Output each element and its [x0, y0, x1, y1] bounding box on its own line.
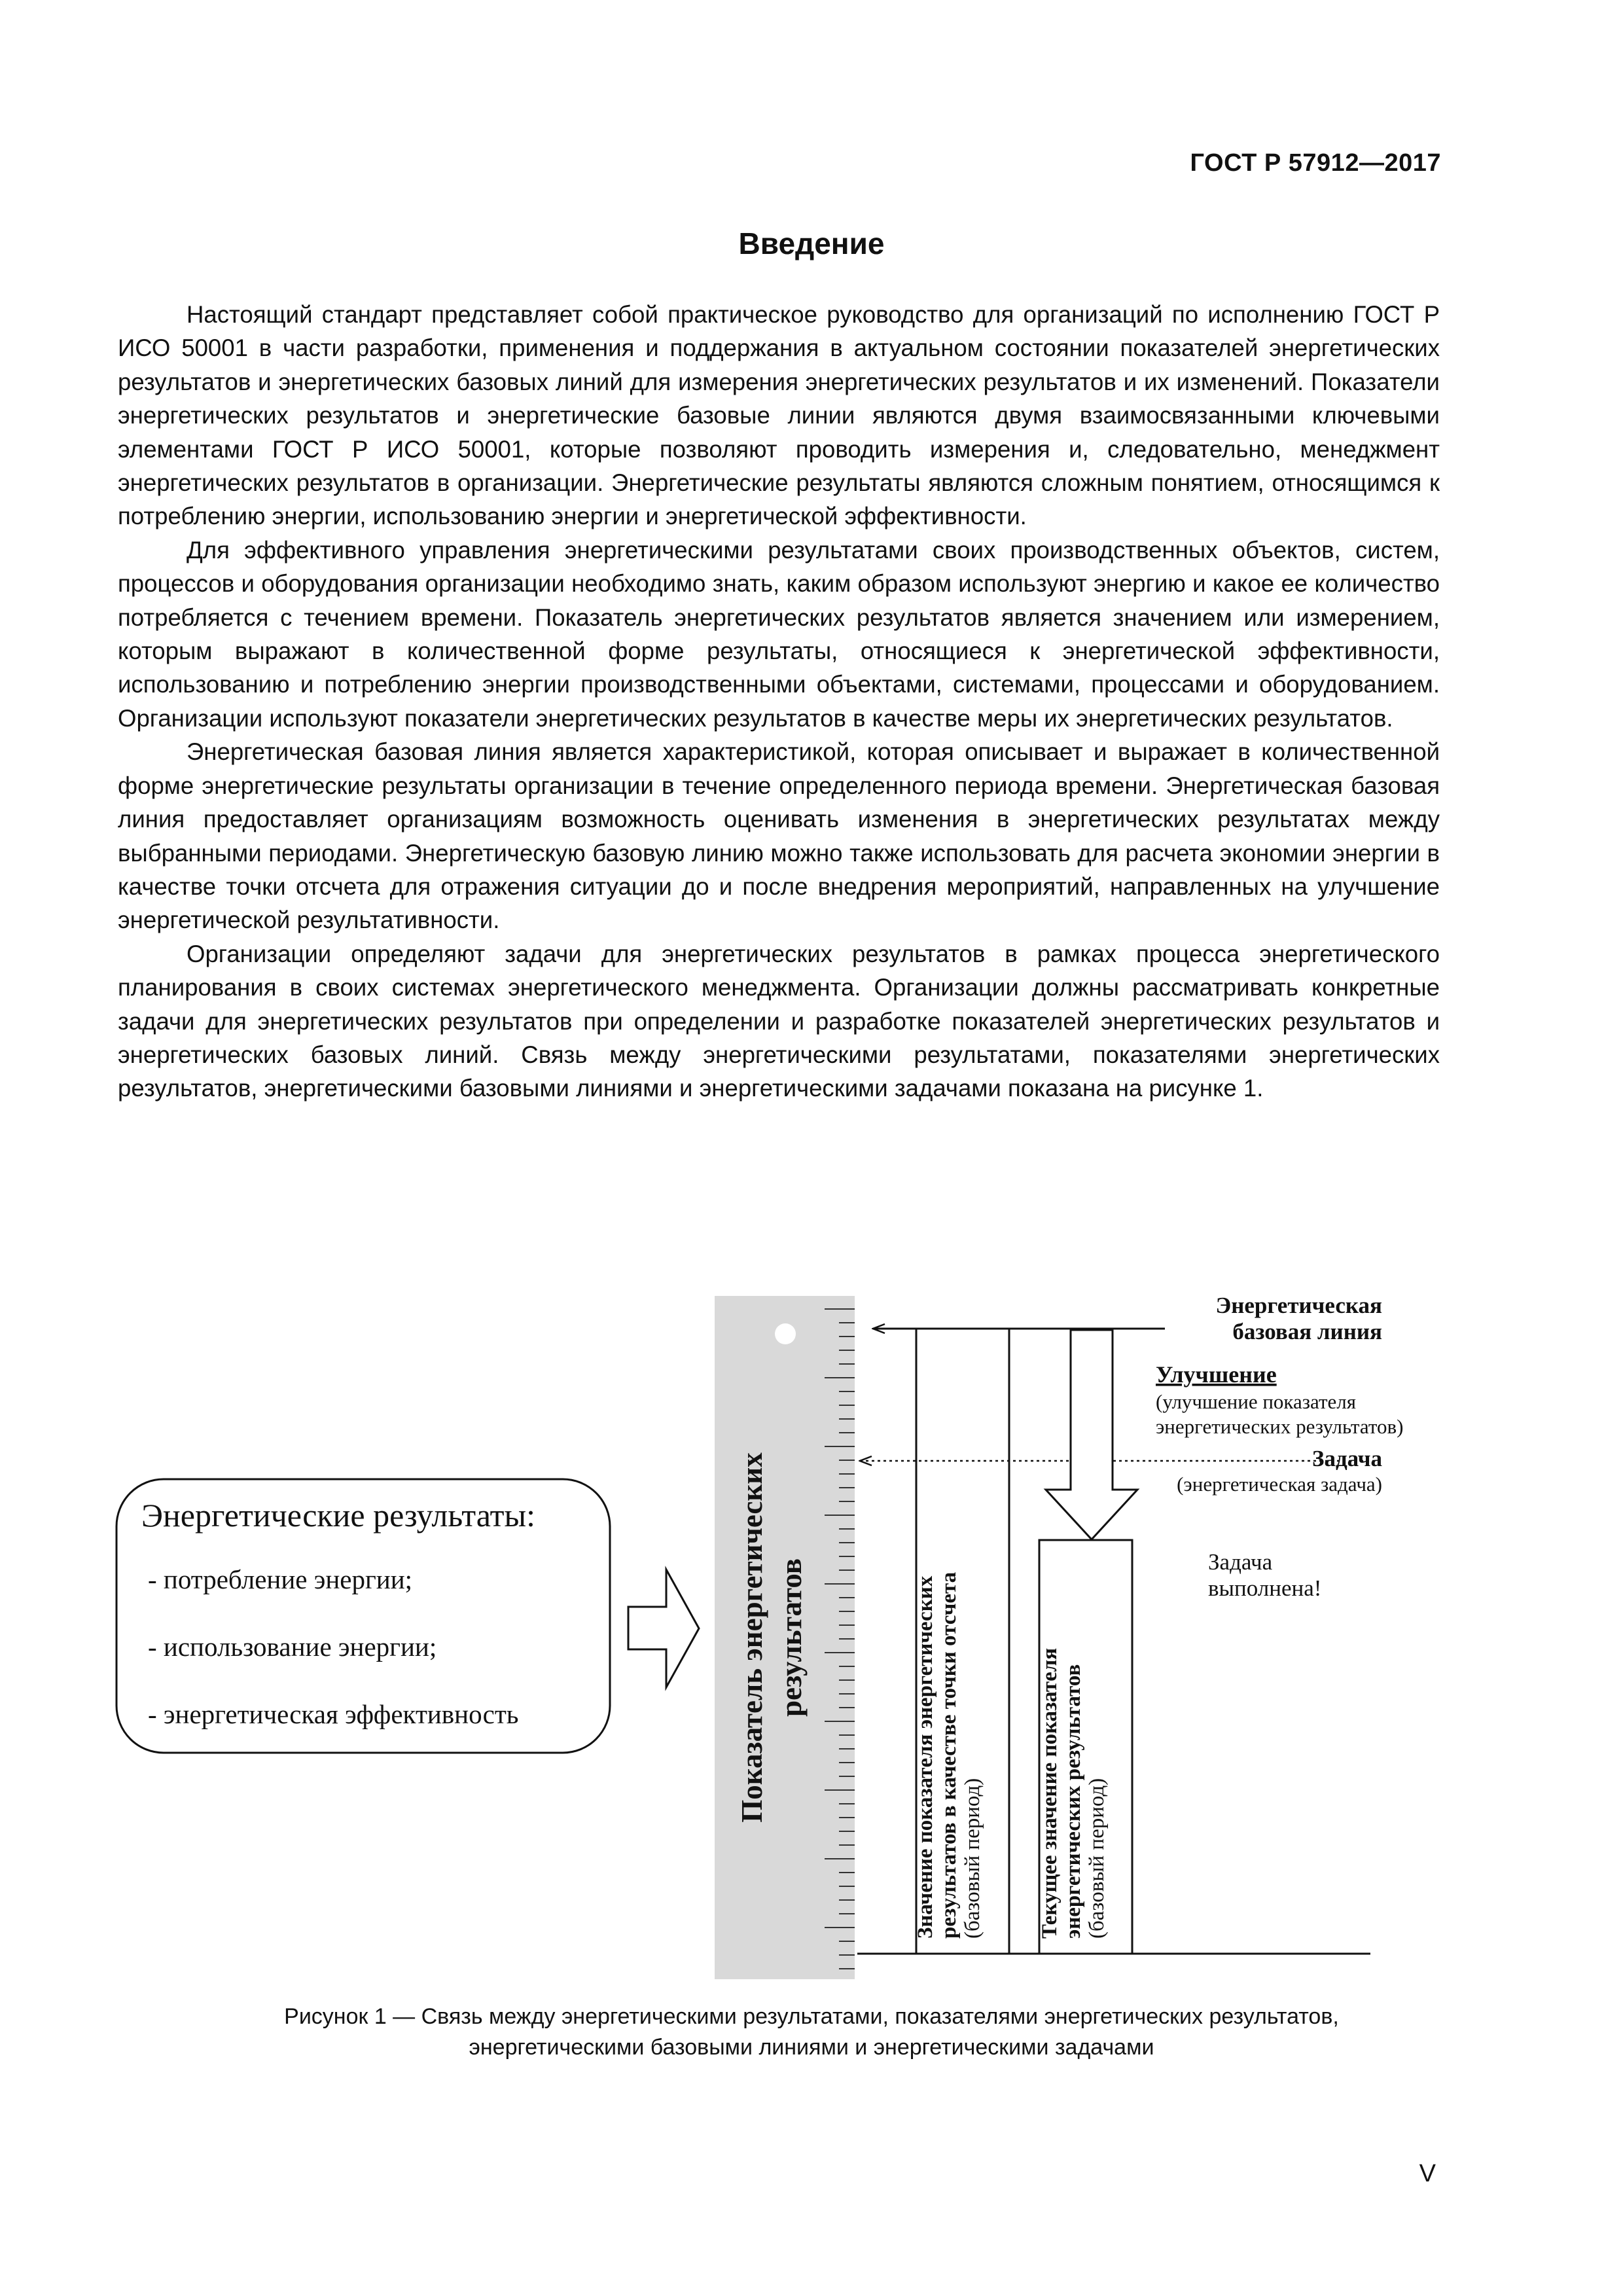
target-label: Задача: [1311, 1446, 1382, 1471]
baseline-label-line2: базовая линия: [1232, 1319, 1382, 1344]
improvement-label: Улучшение: [1156, 1361, 1277, 1388]
improvement-note-line1: (улучшение показателя: [1156, 1390, 1357, 1413]
figure-diagram: [0, 1270, 1623, 1990]
paragraph-1: Настоящий стандарт представляет собой практическое руководство для организаций по исполнению ГОСТ Р ИСО 50001 в части разработки, применения и поддержания в актуальном состоянии показателей энергетических результатов и энергетических базовых линий для измерения энергетических результатов и их изменений. Показатели энергетических результатов и энергетические базовые линии являются двумя взаимосвязанными ключевыми элементами ГОСТ Р ИСО 50001, которые позволяют проводить измерения и, следовательно, менеджмент энергетических результатов в организации. Энергетические результаты являются сложным понятием, относящимся к потреблению энергии, использованию энергии и энергетической эффективности.: [118, 301, 1440, 530]
baseline-bar-label-line3: (базовый период): [961, 1778, 984, 1939]
ruler-label-line1: Показатель энергетических: [736, 1452, 768, 1823]
ruler-hole-icon: [775, 1323, 796, 1344]
energy-performance-title: Энергетические результаты:: [141, 1497, 535, 1534]
improvement-note-line2: энергетических результатов): [1156, 1415, 1404, 1438]
energy-performance-item-efficiency: - энергетическая эффективность: [148, 1699, 519, 1729]
target-note: (энергетическая задача): [1177, 1473, 1382, 1496]
figure-1: [0, 1270, 1623, 1990]
improvement-block-arrow-icon: [1046, 1330, 1137, 1539]
energy-performance-item-use: - использование энергии;: [148, 1632, 437, 1662]
page-title: Введение: [738, 226, 885, 260]
target-achieved-line2: выполнена!: [1208, 1575, 1322, 1601]
baseline-bar-label-line2: результатов в качестве точки отсчета: [937, 1571, 961, 1939]
standard-code: ГОСТ Р 57912—2017: [1190, 149, 1441, 177]
figure-caption: [0, 2001, 1623, 2063]
ruler-label-line2: результатов: [775, 1558, 808, 1717]
baseline-label-line1: Энергетическая: [1215, 1293, 1382, 1318]
energy-performance-item-consumption: - потребление энергии;: [148, 1564, 413, 1594]
body-text: [118, 298, 1440, 1105]
page-number: V: [1419, 2160, 1436, 2187]
paragraph-2: Для эффективного управления энергетическими результатами своих производственных объектов, систем, процессов и оборудования организации необходимо знать, каким образом используют энергию и какое ее количество потребляется с течением времени. Показатель энергетических результатов является значением или измерением, которым выражают в количественной форме результаты, относящиеся к энергетической эффективности, использованию и потреблению энергии производственными объектами, системами, процессами и оборудованием. Организации используют показатели энергетических результатов в качестве меры их энергетических результатов.: [118, 536, 1440, 732]
current-bar-label-line1: Текущее значение показателя: [1038, 1647, 1061, 1939]
current-bar-label-line3: (базовый период): [1085, 1778, 1109, 1939]
figure-caption-line1: Рисунок 1 — Связь между энергетическими результатами, показателями энергетических результатов,: [284, 2004, 1339, 2029]
paragraph-3: Энергетическая базовая линия является характеристикой, которая описывает и выражает в количественной форме энергетические результаты организации в течение определенного периода времени. Энергетическая базовая линия предоставляет организациям возможность оценивать изменения в энергетических результатах между выбранными периодами. Энергетическую базовую линию можно также использовать для расчета экономии энергии в качестве точки отсчета для отражения ситуации до и после внедрения мероприятий, направленных на улучшение энергетической результативности.: [118, 738, 1440, 934]
block-arrow-icon: [628, 1570, 699, 1687]
ruler: [715, 1296, 855, 1979]
current-bar-label-line2: энергетических результатов: [1061, 1664, 1085, 1939]
target-achieved-line1: Задача: [1208, 1549, 1273, 1575]
paragraph-4: Организации определяют задачи для энергетических результатов в рамках процесса энергетического планирования в своих системах энергетического менеджмента. Организации должны рассматривать конкретные задачи для энергетических результатов при определении и разработке показателей энергетических результатов и энергетических базовых линий. Связь между энергетическими результатами, показателями энергетических результатов, энергетическими базовыми линиями и энергетическими задачами показана на рисунке 1.: [118, 940, 1440, 1102]
figure-caption-line2: энергетическими базовыми линиями и энергетическими задачами: [469, 2035, 1154, 2060]
baseline-bar-label-line1: Значение показателя энергетических: [914, 1575, 937, 1939]
